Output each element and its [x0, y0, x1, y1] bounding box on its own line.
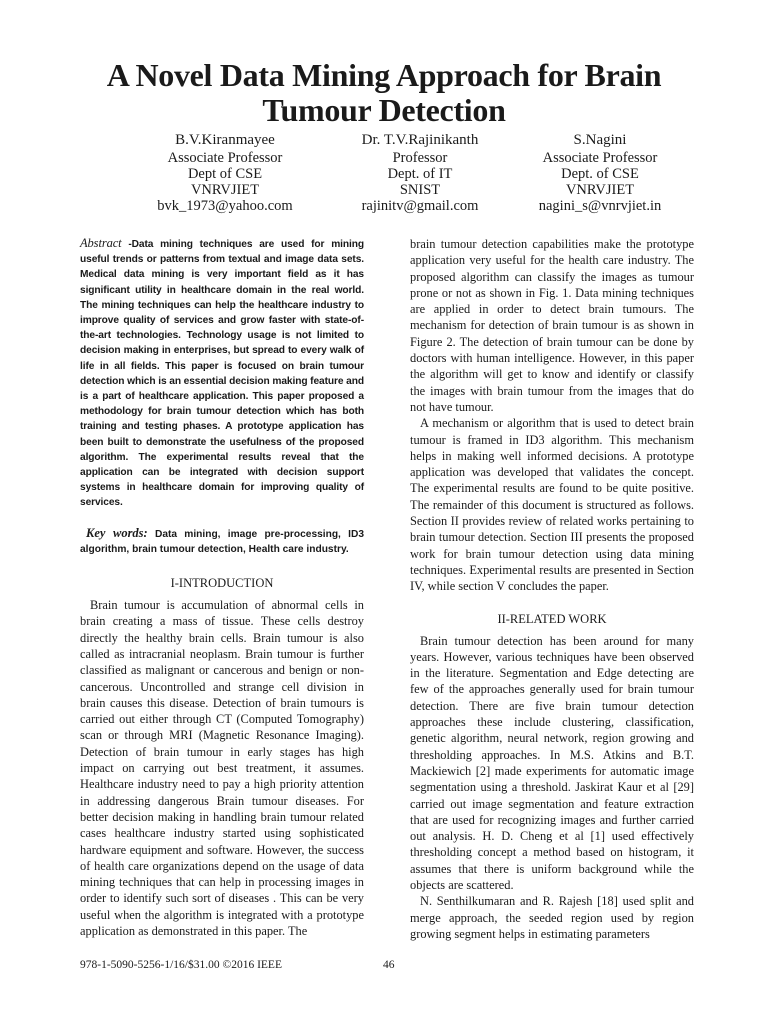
author-position: Associate Professor [542, 150, 658, 166]
author-institute: VNRVJIET [565, 182, 635, 198]
page-number: 46 [383, 959, 395, 971]
keywords-label: Key words: [86, 525, 148, 540]
right-column [410, 236, 694, 942]
abstract-label: Abstract [80, 236, 122, 250]
abstract-text: -Data mining techniques are used for mining useful trends or patterns from textual and image data sets. Medical data mining is very important field as it has significant utility in healthcare domain in the real world. The mining techniques can help the healthcare industry to improve quality of services and grow faster with state-of-the-art technologies. Technology usage is not limited to decision making in enterprises, but spread to every walk of life in all fields. This paper is focused on brain tumour detection which is an essential decision making feature and is a part of healthcare application. This paper proposed a methodology for brain tumour detection which has both training and testing phases. A prototype application has been built to demonstrate the usefulness of the proposed algorithm. The experimental results reveal that the application can be integrated with decision support systems in healthcare domain for improving quality of services. [80, 239, 364, 509]
introduction-paragraph: Brain tumour is accumulation of abnormal cells in brain creating a mass of tissue. These cells destroy directly the healthy brain cells. Brain tumour is also called as intracranial neoplasm. Brain tumour is further classified as malignant or cancerous and benign or non-cancerous. Uncontrolled and strange cell division in brain causes this disease. Detection of brain tumours is carried out either through CT (Computed Tomography) scan or through MRI (Magnetic Resonance Imaging). Detection of brain tumour in early stages has high impact on carrying out best treatment, it assumes. Healthcare industry need to pay a high priority attention in addressing dangerous Brain tumour diseases. For better decision making in handling brain tumour related cases healthcare industry started using sophisticated hardware equipment and software. However, the success of health care organizations depend on the usage of data mining techniques that can help in processing images in order to identify such sort of diseases . This can be very useful when the algorithm is integrated with a prototype application as demonstrated in this paper. The [80, 598, 364, 938]
author-position: Professor [392, 150, 448, 166]
author-name: Dr. T.V.Rajinikanth [361, 132, 479, 148]
section-heading-related-work: II-RELATED WORK [497, 611, 607, 626]
related-work-paragraph-1: Brain tumour detection has been around for many years. However, various techniques have been observed in the literature. Segmentation and Edge detecting are few of the approaches generally used for brain tumour detection. There are five brain tumour detection approaches these include clustering, classification, genetic algorithm, neural network, region growing and thresholding approaches. In M.S. Atkins and B.T. Mackiewich [2] made experiments for automatic image segmentation using a threshold. Jaskirat Kaur et al [29] carried out image segmentation and feature extraction that are used for recognizing images and further carried out analysis. H. D. Cheng et al [1] used effectively thresholding concept a method based on histogram, it assumes that there is uniform background while the objects are scattered. [410, 633, 694, 892]
author-block-1 [150, 132, 300, 214]
author-name: S.Nagini [573, 132, 627, 148]
author-institute: VNRVJIET [190, 182, 260, 198]
author-institute: SNIST [399, 182, 441, 198]
footer-identifier: 978-1-5090-5256-1/16/$31.00 ©2016 IEEE [80, 959, 282, 971]
author-dept: Dept. of CSE [561, 166, 639, 182]
keywords-text: Data mining, image pre-processing, ID3 algorithm, brain tumour detection, Health care industry. [80, 528, 364, 555]
author-block-2 [340, 132, 500, 214]
author-dept: Dept of CSE [187, 166, 263, 182]
abstract [80, 236, 364, 511]
intro-continuation-paragraph: brain tumour detection capabilities make the prototype application very useful for the health care industry. The proposed algorithm can classify the images as tumour prone or not as shown in Fig. 1. Data mining techniques are applied in order to detect brain tumours. The mechanism for detection of brain tumour is as shown in Figure 2. The detection of brain tumour can be done by doctors with human intelligence. However, in this paper the algorithm will get to know and identify or classify the images with brain tumour from the images that do not have tumour. [410, 237, 694, 414]
left-column [80, 236, 364, 939]
author-email: bvk_1973@yahoo.com [157, 198, 293, 214]
intro-paragraph-2: A mechanism or algorithm that is used to detect brain tumour is framed in ID3 algorithm. This mechanism helps in making well informed decisions. A prototype application was developed that validates the concept. The experimental results are found to be quite positive. The remainder of this document is structured as follows. Section II provides review of related works pertaining to brain tumour detection. Section III presents the proposed work for brain tumour detection using data mining techniques. Experimental results are presented in Section IV, while section V concludes the paper. [410, 416, 694, 594]
author-email: nagini_s@vnrvjiet.in [538, 198, 662, 214]
author-email: rajinitv@gmail.com [361, 198, 479, 214]
paper-title: A Novel Data Mining Approach for Brain Tumour Detection [106, 57, 662, 128]
section-heading-introduction: I-INTRODUCTION [170, 576, 274, 591]
author-dept: Dept. of IT [387, 166, 453, 182]
related-work-paragraph-2: N. Senthilkumaran and R. Rajesh [18] used split and merge approach, the seeded region used by region growing segment helps in estimating parameters [410, 894, 694, 941]
author-block-3 [525, 132, 675, 214]
author-name: B.V.Kiranmayee [175, 132, 275, 148]
keywords [80, 526, 364, 557]
author-position: Associate Professor [167, 150, 283, 166]
